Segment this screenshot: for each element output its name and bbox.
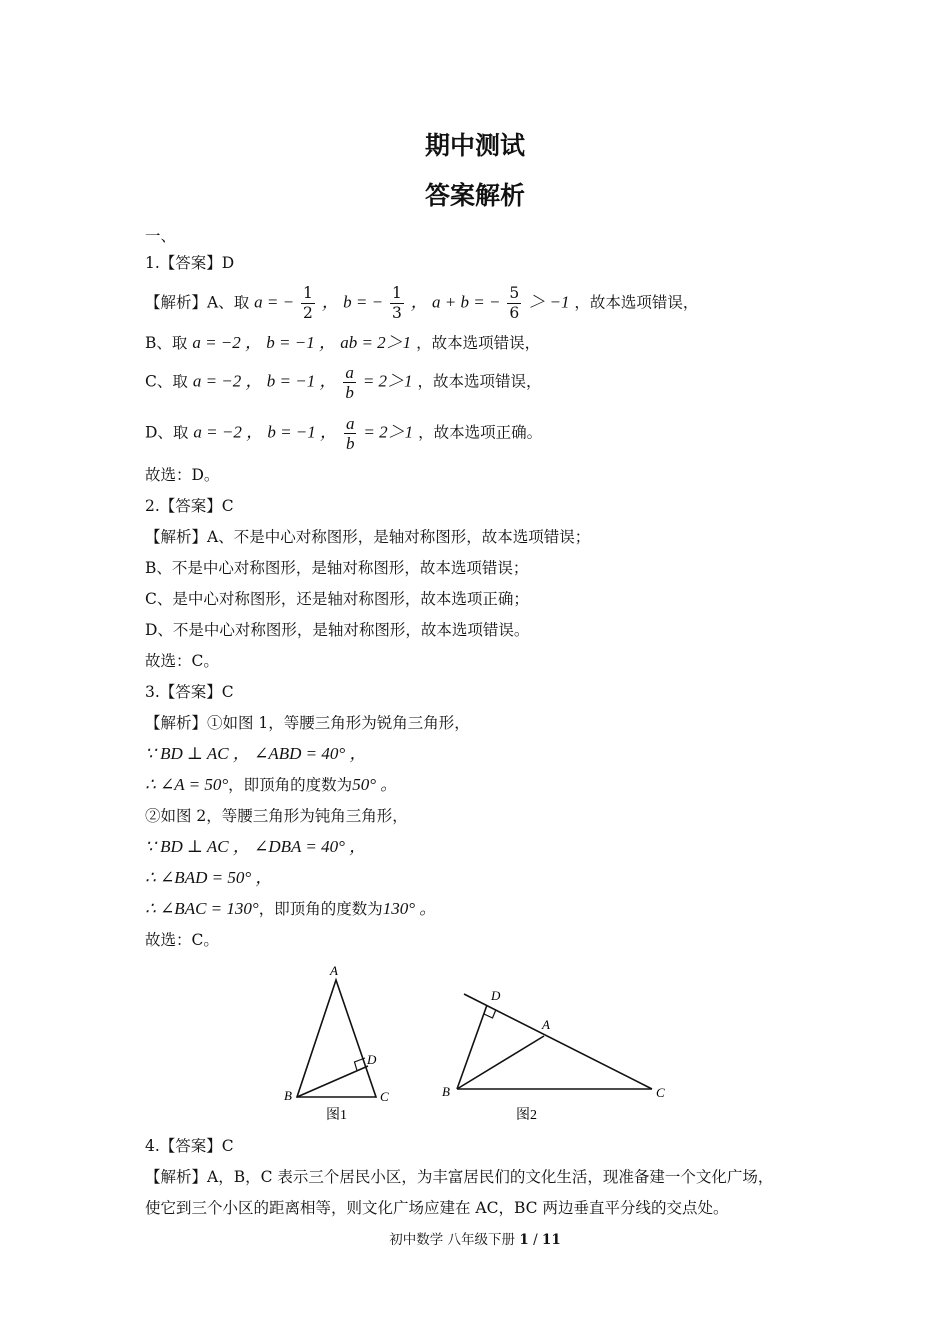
figure-2-label-a: A [542, 1017, 550, 1032]
page-subtitle: 答案解析 [424, 181, 525, 210]
q2-conclusion: 故选：C。 [145, 652, 219, 670]
q1-l1-a: a = − [254, 292, 295, 312]
q1-l4-compare: = 2＞1 [363, 422, 414, 442]
q1-l3-suffix: ，故本选项错误， [417, 372, 542, 391]
q1-l4-suffix: ，故本选项正确。 [418, 423, 543, 442]
q4-analysis-line-2: 使它到三个小区的距离相等，则文化广场应建在 AC，BC 两边垂直平分线的交点处。 [145, 1199, 729, 1217]
fraction-numerator: 5 [509, 284, 520, 302]
footer-total-pages: 11 [541, 1232, 561, 1248]
footer-text: 初中数学 八年级下册 [389, 1232, 516, 1248]
figure-2-label-c: C [656, 1085, 665, 1100]
fraction-denominator: 2 [303, 304, 313, 322]
fraction-numerator: 1 [303, 284, 313, 302]
q4-analysis-line-1: 【解析】A，B，C 表示三个居民小区，为丰富居民们的文化生活，现准备建一个文化广场， [145, 1168, 774, 1186]
q1-analysis-line-2 [145, 333, 540, 353]
q3-analysis-line-3 [145, 775, 397, 795]
q3-answer: 3.【答案】C [145, 683, 234, 701]
q1-l1-compare: ＞ −1 [528, 292, 570, 312]
footer-page-number: 1 [519, 1232, 529, 1248]
figure-2-line-ca-extended [464, 994, 652, 1089]
q1-conclusion: 故选：D。 [145, 466, 220, 484]
q3-l7-text: ，即顶角的度数为 [258, 900, 383, 918]
q1-l1-suffix: ，故本选项错误， [574, 293, 699, 312]
q2-analysis-line-4: D、不是中心对称图形，是轴对称图形，故本选项错误。 [145, 621, 530, 639]
q3-analysis-line-4: ②如图 2，等腰三角形为钝角三角形， [145, 807, 408, 825]
fraction-denominator: b [345, 434, 355, 453]
figure-1-label-b: B [284, 1088, 292, 1103]
q3-figure-1 [270, 958, 410, 1128]
q2-analysis-line-1: 【解析】A、不是中心对称图形，是轴对称图形，故本选项错误； [145, 528, 591, 546]
q3-l3-value: 50° 。 [352, 775, 398, 794]
q4-answer: 4.【答案】C [145, 1137, 234, 1155]
q1-analysis-line-4 [145, 414, 542, 453]
figure-2-right-angle-mark [484, 1010, 496, 1019]
q1-l2-math: a = −2 ， b = −1 ， ab = 2＞1 [192, 333, 412, 352]
q3-l3-math: ∴ ∠A = 50° [145, 775, 229, 794]
q3-analysis-line-5: ∵ BD ⊥ AC ， ∠DBA = 40° ， [145, 837, 367, 856]
q1-l1-prefix: 【解析】A、取 [145, 293, 250, 312]
figure-2-label-b: B [442, 1084, 450, 1099]
fraction-numerator: a [345, 363, 354, 382]
q1-l2-suffix: ，故本选项错误， [416, 334, 541, 352]
q1-answer: 1.【答案】D [145, 254, 235, 272]
q3-conclusion: 故选：C。 [145, 931, 219, 949]
figure-2-side-ba [457, 1036, 544, 1089]
figure-1-label-c: C [380, 1089, 389, 1104]
q1-l3-math: a = −2 ， b = −1 ， [192, 371, 337, 391]
q3-l7-math: ∴ ∠BAC = 130° [145, 899, 259, 918]
figure-2-altitude-bd [457, 1005, 487, 1089]
q1-l1-b: ， b = − [321, 292, 384, 312]
section-label: 一、 [145, 227, 177, 245]
q1-l4-prefix: D、取 [145, 423, 189, 442]
q1-l4-fraction [344, 414, 357, 453]
q3-l7-value: 130° 。 [382, 899, 437, 918]
q3-l3-text: ，即顶角的度数为 [228, 776, 353, 794]
q1-l3-compare: = 2＞1 [362, 371, 413, 391]
figure-1-label-a: A [330, 963, 338, 978]
q3-analysis-line-2: ∵ BD ⊥ AC ， ∠ABD = 40° ， [145, 744, 367, 763]
q1-l3-fraction [343, 363, 356, 402]
q1-l1-fraction-1 [301, 284, 315, 323]
q1-l1-sum: ， a + b = − [410, 292, 501, 312]
q1-l2-prefix: B、取 [145, 334, 188, 352]
q3-figure-2 [430, 978, 680, 1128]
fraction-denominator: 3 [391, 304, 402, 322]
fraction-numerator: a [345, 414, 355, 433]
q3-analysis-line-6: ∴ ∠BAD = 50° ， [145, 868, 273, 887]
page-title: 期中测试 [424, 131, 525, 160]
figure-1-altitude-bd [297, 1066, 368, 1097]
q1-l4-math: a = −2 ， b = −1 ， [193, 422, 338, 442]
q3-analysis-line-7 [145, 899, 436, 919]
q2-analysis-line-3: C、是中心对称图形，还是轴对称图形，故本选项正确； [145, 590, 529, 608]
figure-2-label-d: D [491, 988, 501, 1003]
q1-l1-fraction-3 [507, 284, 521, 323]
footer-separator: / [533, 1232, 538, 1248]
fraction-denominator: 6 [509, 304, 520, 322]
q1-l3-prefix: C、取 [145, 372, 188, 391]
fraction-numerator: 1 [391, 284, 402, 302]
page-footer [0, 1228, 950, 1248]
figure-2-caption: 图2 [516, 1108, 537, 1123]
figure-1-caption: 图1 [326, 1108, 347, 1123]
q3-analysis-line-1: 【解析】①如图 1，等腰三角形为锐角三角形， [145, 714, 470, 732]
q2-answer: 2.【答案】C [145, 497, 234, 515]
q2-analysis-line-2: B、不是中心对称图形，是轴对称图形，故本选项错误； [145, 559, 529, 577]
figure-1-label-d: D [367, 1052, 377, 1067]
q1-analysis-line-1 [145, 284, 698, 323]
fraction-denominator: b [345, 383, 354, 402]
q1-l1-fraction-2 [390, 284, 404, 323]
q1-analysis-line-3 [145, 363, 542, 402]
